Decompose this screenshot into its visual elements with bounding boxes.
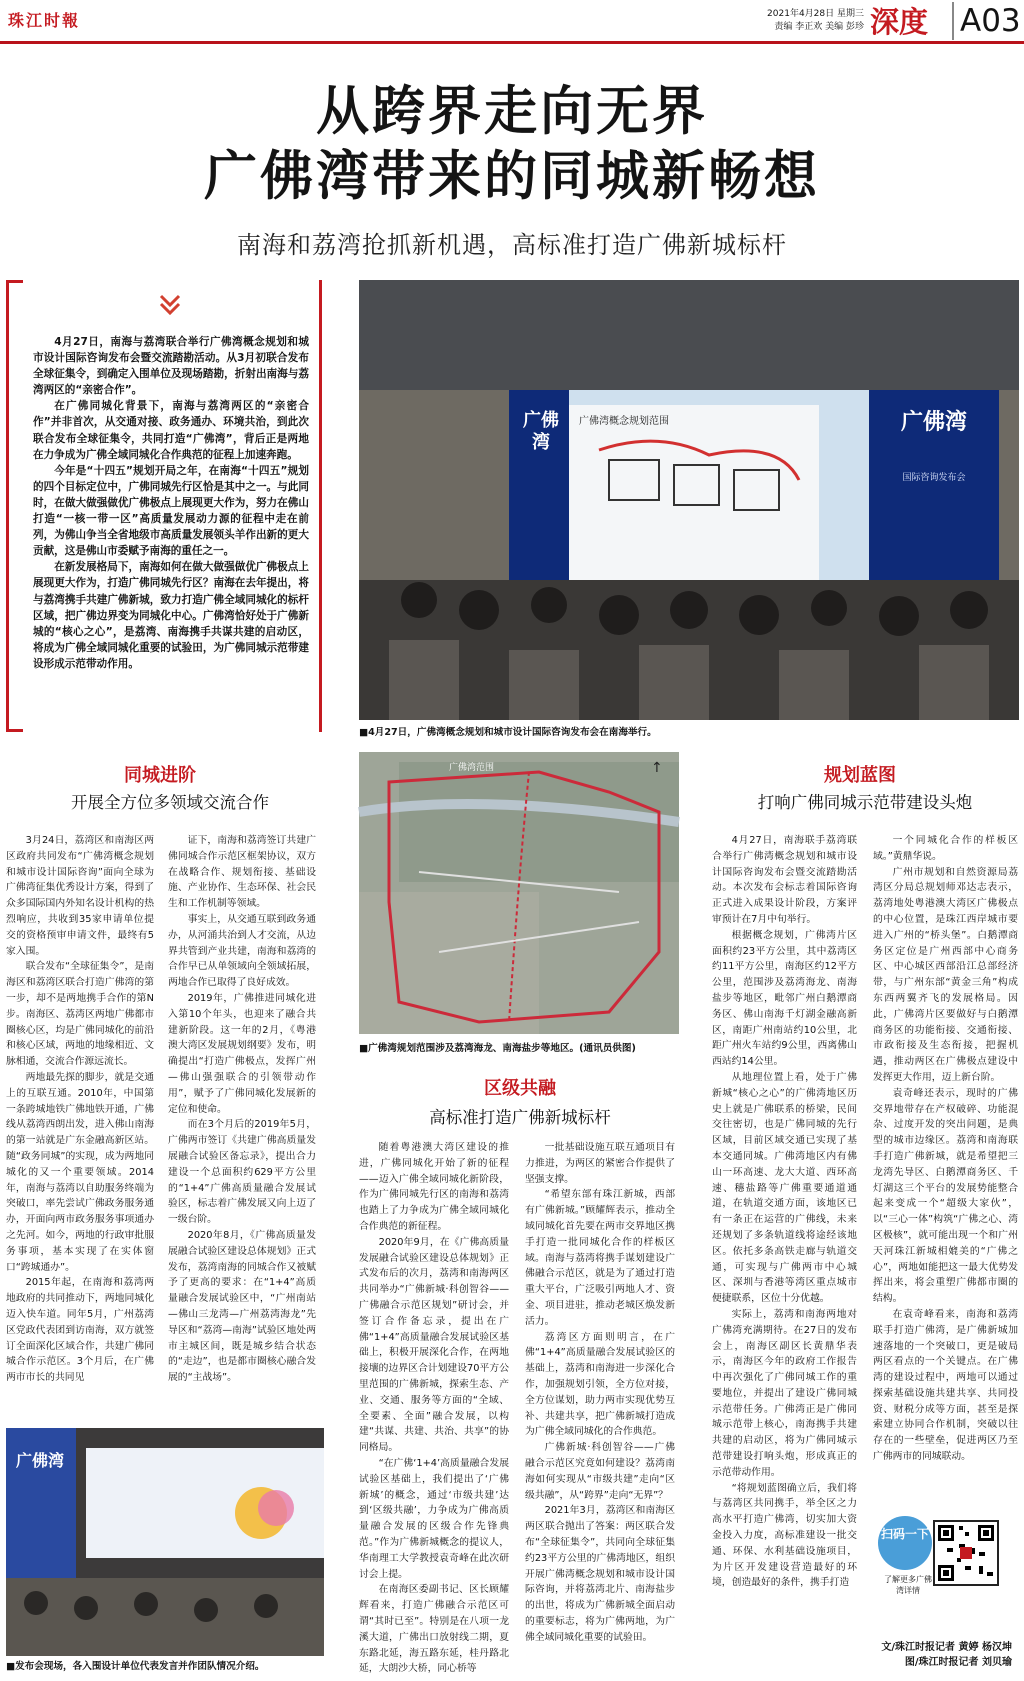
section-kicker: 规划蓝图 bbox=[824, 765, 896, 786]
article-column bbox=[6, 833, 154, 1413]
article-paragraph: 联合发布“全球征集令”，是南海区和荔湾区联合打造广佛湾的第一步，却不是两地携手合作的第N步。南海区、荔湾区两地广佛都市圈核心区，均是广佛同城化的前沿和核心区域，两地的地缘相近、文脉相通，交流合作源远流长。 bbox=[6, 961, 154, 1068]
article-paragraph: 证下，南海和荔湾签订共建广佛同城合作示范区框架协议，双方在战略合作、规划衔接、基础设施、产业协作、生态环保、社会民生和工作机制等领域。 bbox=[168, 835, 316, 910]
masthead-logo: 珠江时報 bbox=[8, 11, 81, 30]
stage-banner-text: 广佛湾 bbox=[523, 410, 559, 453]
article-paragraph: 随着粤港澳大湾区建设的推进，广佛同城化开始了新的征程——迈入广佛全域同城化新阶段，作为广佛同城先行区的南海和荔湾也踏上了力争成为广佛全域同城化合作典范的新征程。 bbox=[359, 1142, 509, 1232]
article-paragraph: 2020年9月，在《广佛高质量发展融合试验区建设总体规划》正式发布后的次月，荔湾和南海两区共同举办“广佛新城·科创智谷——广佛融合示范区规划”研讨会，并签订合作备忘录，提出在广佛“1+4”高质量融合发展试验区基础上，积极开展深化合作，在两地接壤的边界区合计划建设70平方公里范围的广佛新城，探索生态、产业、交通、服务等方面的“全域、全要素、全面”融合发展，以构建“共谋、共建、共治、共享”的协同格局。 bbox=[359, 1236, 509, 1454]
article-paragraph: 4月27日，南海联手荔湾联合举行广佛湾概念规划和城市设计国际咨询发布会暨交流踏勘活动。本次发布会标志着国际咨询正式进入成果设计阶段，方案评审预计在7月中旬举行。 bbox=[712, 835, 857, 925]
article-paragraph: 2020年8月，《广佛高质量发展融合试验区建设总体规划》正式发布，荔湾南海的同城合作又被赋予了更高的要求：在“1+4”高质量融合发展试验区中，“广州南站—佛山三龙湾—广州荔湾海龙”先导区和“荔湾—南海”试验区地处两市主城区间，既是城乡结合状态的“走边”，也是都市圈核心融合发展的“主战场”。 bbox=[168, 1229, 316, 1384]
article-paragraph: 实际上，荔湾和南海两地对广佛湾充满期待。在27日的发布会上，南海区副区长黄鼎华表示，南海区今年的政府工作报告中再次强化了广佛同城工作的重要地位，并提出了建设广佛同城示范带任务。广佛湾正是广佛同城示范带上核心，南海携手共建共建的启动区，将为广佛同城示范带建设打响头炮，形成真正的示范带动作用。 bbox=[712, 1308, 857, 1478]
article-column bbox=[873, 833, 1018, 1513]
main-photo-caption: ■4月27日，广佛湾概念规划和城市设计国际咨询发布会在南海举行。 bbox=[359, 727, 657, 738]
editor-credit: 责编 李正欢 美编 彭珍 bbox=[774, 22, 864, 32]
headline-line1: 从跨界走向无界 bbox=[316, 80, 708, 142]
stage-banner-subtext: 国际咨询发布会 bbox=[902, 473, 966, 483]
section-name: 深度 bbox=[870, 5, 929, 39]
article-paragraph: 广佛新城·科创智谷——广佛融合示范区究竟如何建设？荔湾南海如何实现从“市级共建”走向“区级共融”，从“跨界”走向“无界”？ bbox=[525, 1442, 675, 1501]
article-paragraph: 在南海区委副书记、区长顾耀辉看来，打造广佛融合示范区可谓“其时已至”。特别是在八项一龙溪大道，广佛出口放射线二期，夏东路北延，海五路东延，桂丹路北延，大朗沙大桥，同心桥等 bbox=[359, 1584, 509, 1675]
article-paragraph: 广州市规划和自然资源局荔湾区分局总规划师邓达志表示，荔湾地处粤港澳大湾区广佛极点的中心位置，是珠江西岸城市要进入广州的“桥头堡”。白鹅潭商务区定位是广州西部中心商务区、中心城区西部沿江总部经济带，与广州东部“黄金三角”构成东西两翼齐飞的发展格局。因此，广佛湾片区要做好与白鹅潭商务区的功能衔接、交通衔接、市政衔接及生态衔接，把握机遇，推动两区在广佛极点建设中发挥更大作用，迈上新台阶。 bbox=[873, 866, 1018, 1083]
article-paragraph: 两地最先探的脚步，就是交通上的互联互通。2010年，中国第一条跨城地铁广佛地铁开通，广佛线从荔湾西朗出发，进入佛山南海的第一站就是广东金融高新区站。随“政务同城”的实现，成为两地同城化的又一个重要领域。2014年，南海与荔湾以自助服务终端为突破口，率先尝试广佛政务服务通办，开面向两市政务服务事项通办之先河。如今，两地的行政审批服务事项，基本实现了在实体窗口“跨城通办”。 bbox=[6, 1071, 154, 1273]
issue-meta bbox=[716, 8, 864, 34]
article-paragraph: 根据概念规划，广佛湾片区面积约23平方公里，其中荔湾区约11平方公里，南海区约12平方公里，范围涉及荔湾海龙、南海盐步等地区，毗邻广州白鹅潭商务区、佛山南海千灯湖金融高新区，南距广州南站约10公里，北距广州火车站约9公里，西离佛山西站约14公里。 bbox=[712, 929, 857, 1068]
map-figure bbox=[359, 752, 679, 1034]
section-deck: 开展全方位多领域交流合作 bbox=[71, 793, 269, 812]
section-kicker: 区级共融 bbox=[484, 1078, 556, 1099]
secondary-photo-caption: ■发布会现场，各入围设计单位代表发言并作团队情况介绍。 bbox=[6, 1661, 265, 1672]
article-paragraph: 3月24日，荔湾区和南海区两区政府共同发布“广佛湾概念规划和城市设计国际咨询”面向全球为广佛湾征集优秀设计方案，得到了众多国际国内外知名设计机构的热烈响应，共收到35家申请单位提交的资格预审申请文件，最终有5家入围。 bbox=[6, 835, 154, 957]
article-column bbox=[359, 1140, 509, 1675]
qr-code[interactable] bbox=[933, 1520, 999, 1586]
section-kicker: 同城进阶 bbox=[124, 765, 196, 786]
article-column bbox=[168, 833, 316, 1413]
lead-paragraph: 今年是“十四五”规划开局之年，在南海“十四五”规划的四个目标定位中，广佛同城先行区恰是其中之一。与此同时，在做大做强做优广佛极点上展现更大作为，努力在佛山打造“一核一带一区”高质量发展动力源的征程中走在前列，为佛山争当全省地级市高质量发展领头羊作出新的更大贡献，这是佛山市委赋予南海的重任之一。 bbox=[33, 464, 309, 558]
lead-box bbox=[6, 280, 322, 732]
article-paragraph: “希望东部有珠江新城，西部有广佛新城。”顾耀辉表示，推动全域同城化首先要在两市交界地区携手打造一批同城化合作的样板区域。南海与荔湾将携手谋划建设广佛融合示范区，就是为了通过打造重大平台，广泛吸引两地人才、资金、项目进驻，推动老城区焕发新活力。 bbox=[525, 1189, 675, 1327]
main-photo bbox=[359, 280, 1019, 720]
scan-description: 了解更多广佛湾详情 bbox=[884, 1575, 932, 1595]
lead-paragraph: 在广佛同城化背景下，南海与荔湾两区的“亲密合作”并非首次，从交通对接、政务通办、环境共治，到此次联合发布全球征集令，共同打造“广佛湾”，背后正是两地在力争成为广佛全域同城化合作典范的征程上加速奔跑。 bbox=[33, 400, 309, 461]
scan-badge: 扫码一下 bbox=[878, 1516, 932, 1570]
screen-title: 广佛湾概念规划范围 bbox=[579, 416, 669, 427]
article-paragraph: 2021年3月，荔湾区和南海区两区联合抛出了答案：两区联合发布“全球征集令”，共同向全球征集约23平方公里的广佛湾地区，组织开展广佛湾概念规划和城市设计国际咨询，并将荔湾北片、南海盐步的出世，将成为广佛新城全面启动的重要标志，将为广佛两地，为广佛全域同城化重要的试验田。 bbox=[525, 1505, 675, 1643]
map-label: 广佛湾范围 bbox=[449, 763, 495, 773]
article-paragraph: 一个同城化合作的样板区域。”黄鼎华说。 bbox=[873, 835, 1018, 862]
article-paragraph: 2015年起，在南海和荔湾两地政府的共同推动下，两地同城化迈入快车道。同年5月，广州荔湾区党政代表团到访南海，双方就签订全面深化区域合作，共建广佛同城合作示范区。3个月后，在广佛两市市长的共同见 bbox=[6, 1277, 154, 1384]
chevron-down-icon bbox=[157, 292, 183, 318]
article-paragraph: 袁奇峰还表示，现时的广佛交界地带存在产权破碎、功能混杂、过度开发的突出问题，是典型的城市边缘区。荔湾和南海联手打造广佛新城，就是希望把三龙湾先导区、白鹅潭商务区、千灯湖这三个平台的发展势能整合起来变成一个“超级大家伙”，以“三心一体”构筑“广佛之心、湾区极核”，就可能出现一个和广州天河珠江新城相媲美的“广佛之心”，两地如能把这一最大优势发挥出来，将会重塑广佛都市圈的结构。 bbox=[873, 1087, 1018, 1305]
secondary-photo bbox=[6, 1428, 324, 1656]
article-paragraph: 在袁奇峰看来，南海和荔湾联手打造广佛湾，是广佛新城加速落地的一个突破口，更是破局两区看点的一个关键点。在广佛湾的建设过程中，两地可以通过探索基础设施共建共享、共同投资、财税分成等方面，甚至是探索建立协同合作机制，突破以往存在的一些壁垒，促进两区乃至广佛两市的同城联动。 bbox=[873, 1308, 1018, 1463]
stage-banner-text: 广佛湾 bbox=[900, 410, 967, 435]
section-deck: 打响广佛同城示范带建设头炮 bbox=[757, 793, 973, 812]
article-column bbox=[712, 833, 857, 1589]
byline-photographer: 图/珠江时报记者 刘贝瑜 bbox=[904, 1657, 1012, 1668]
page-number: A03 bbox=[952, 2, 1021, 40]
page-header bbox=[0, 0, 1024, 44]
issue-date: 2021年4月28日 星期三 bbox=[767, 9, 864, 19]
article-paragraph: 荔湾区方面则明言，在广佛“1+4”高质量融合发展试验区的基础上，荔湾和南海进一步深化合作，加强规划引领，全方位对接，全方位谋划，助力两市实现优势互补、共建共享，把广佛新城打造成为广佛全域同城化的合作典范。 bbox=[525, 1331, 675, 1438]
byline bbox=[720, 1640, 1012, 1670]
article-column bbox=[525, 1140, 675, 1660]
article-paragraph: “将规划蓝图确立后，我们将与荔湾区共同携手，举全区之力高水平打造广佛湾，切实加大资金投入力度，高标准建设一批交通、环保、水利基础设施项目，为片区开发建设营造最好的环境，创造最好的条件，携手打造 bbox=[712, 1482, 857, 1589]
map-caption: ■广佛湾规划范围涉及荔湾海龙、南海盐步等地区。(通讯员供图) bbox=[359, 1043, 636, 1054]
article-paragraph: 从地理位置上看，处于广佛新城“核心之心”的广佛湾地区历史上就是广佛联系的桥梁，民间交往密切，也是广佛同城的先行区域，目前区域交通已实现了基本交通同城。广佛湾地区内有佛山一环高速、龙大大道、西环高速、穗盐路等广佛重要通道通道，在轨道交通方面，该地区已有一条正在运营的广佛线，未来还规划了多条轨道线将途经该地区。依托多条高铁走廊与轨道交通，可实现与广佛两市中心城区、深圳与香港等湾区重点城市便捷联系，区位十分优越。 bbox=[712, 1071, 857, 1305]
article-paragraph: 事实上，从交通互联到政务通办，从河涌共治到人才交流，从边界共管到产业共建，南海和荔湾的合作早已从单领域向全领域拓展，两地合作已取得了良好成效。 bbox=[168, 913, 316, 989]
article-paragraph: 2019年，广佛推进同城化进入第10个年头，也迎来了融合共建新阶段。这一年的2月，《粤港澳大湾区发展规划纲要》发布，明确提出“打造广佛极点，发挥广州—佛山强强联合的引领带动作用”，赋予了广佛同城化发展新的定位和使命。 bbox=[168, 992, 316, 1115]
lead-text bbox=[33, 334, 309, 672]
compass-icon: ↑ bbox=[651, 760, 663, 776]
stage-banner-text: 广佛湾 bbox=[15, 1451, 64, 1470]
article-paragraph: 而在3个月后的2019年5月，广佛两市签订《共建广佛高质量发展融合试验区备忘录》，提出合力建设一个总面积约629平方公里的“1+4”广佛高质量融合发展试验区，标志着广佛发展又向上迈了一级台阶。 bbox=[168, 1119, 316, 1226]
headline-line2: 广佛湾带来的同城新畅想 bbox=[204, 145, 820, 207]
article-paragraph: 一批基础设施互联互通项目有力推进，为两区的紧密合作提供了坚强支撑。 bbox=[525, 1142, 675, 1185]
lead-paragraph: 4月27日，南海与荔湾联合举行广佛湾概念规划和城市设计国际咨询发布会暨交流踏勘活动。从3月初联合发布全球征集令，到确定入围单位及现场踏勘，折射出南海与荔湾两区的“亲密合作”。 bbox=[33, 336, 309, 397]
byline-writer: 文/珠江时报记者 黄婷 杨汉坤 bbox=[881, 1642, 1012, 1653]
article-paragraph: “在广佛‘1+4’高质量融合发展试验区基础上，我们提出了‘广佛新城’的概念，通过‘市级共建’达到‘区级共融’，力争成为广佛高质量融合发展的区级合作先锋典范。”作为广佛新城概念的提议人，华南理工大学教授袁奇峰在此次研讨会上提。 bbox=[359, 1457, 509, 1580]
headline-subtitle: 南海和荔湾抢抓新机遇，高标准打造广佛新城标杆 bbox=[237, 231, 787, 259]
section-deck: 高标准打造广佛新城标杆 bbox=[429, 1108, 611, 1127]
lead-paragraph: 在新发展格局下，南海如何在做大做强做优广佛极点上展现更大作为，打造广佛同城先行区？南海在去年提出，将与荔湾携手共建广佛新城，致力打造广佛全域同城化的标杆区域，把广佛边界变为同城化中心。广佛湾恰好处于广佛新城的“核心之心”，是荔湾、南海携手共谋共建的启动区，将成为广佛全域同城化重要的试验田，为广佛同城示范带建设形成示范带动作用。 bbox=[33, 561, 309, 670]
